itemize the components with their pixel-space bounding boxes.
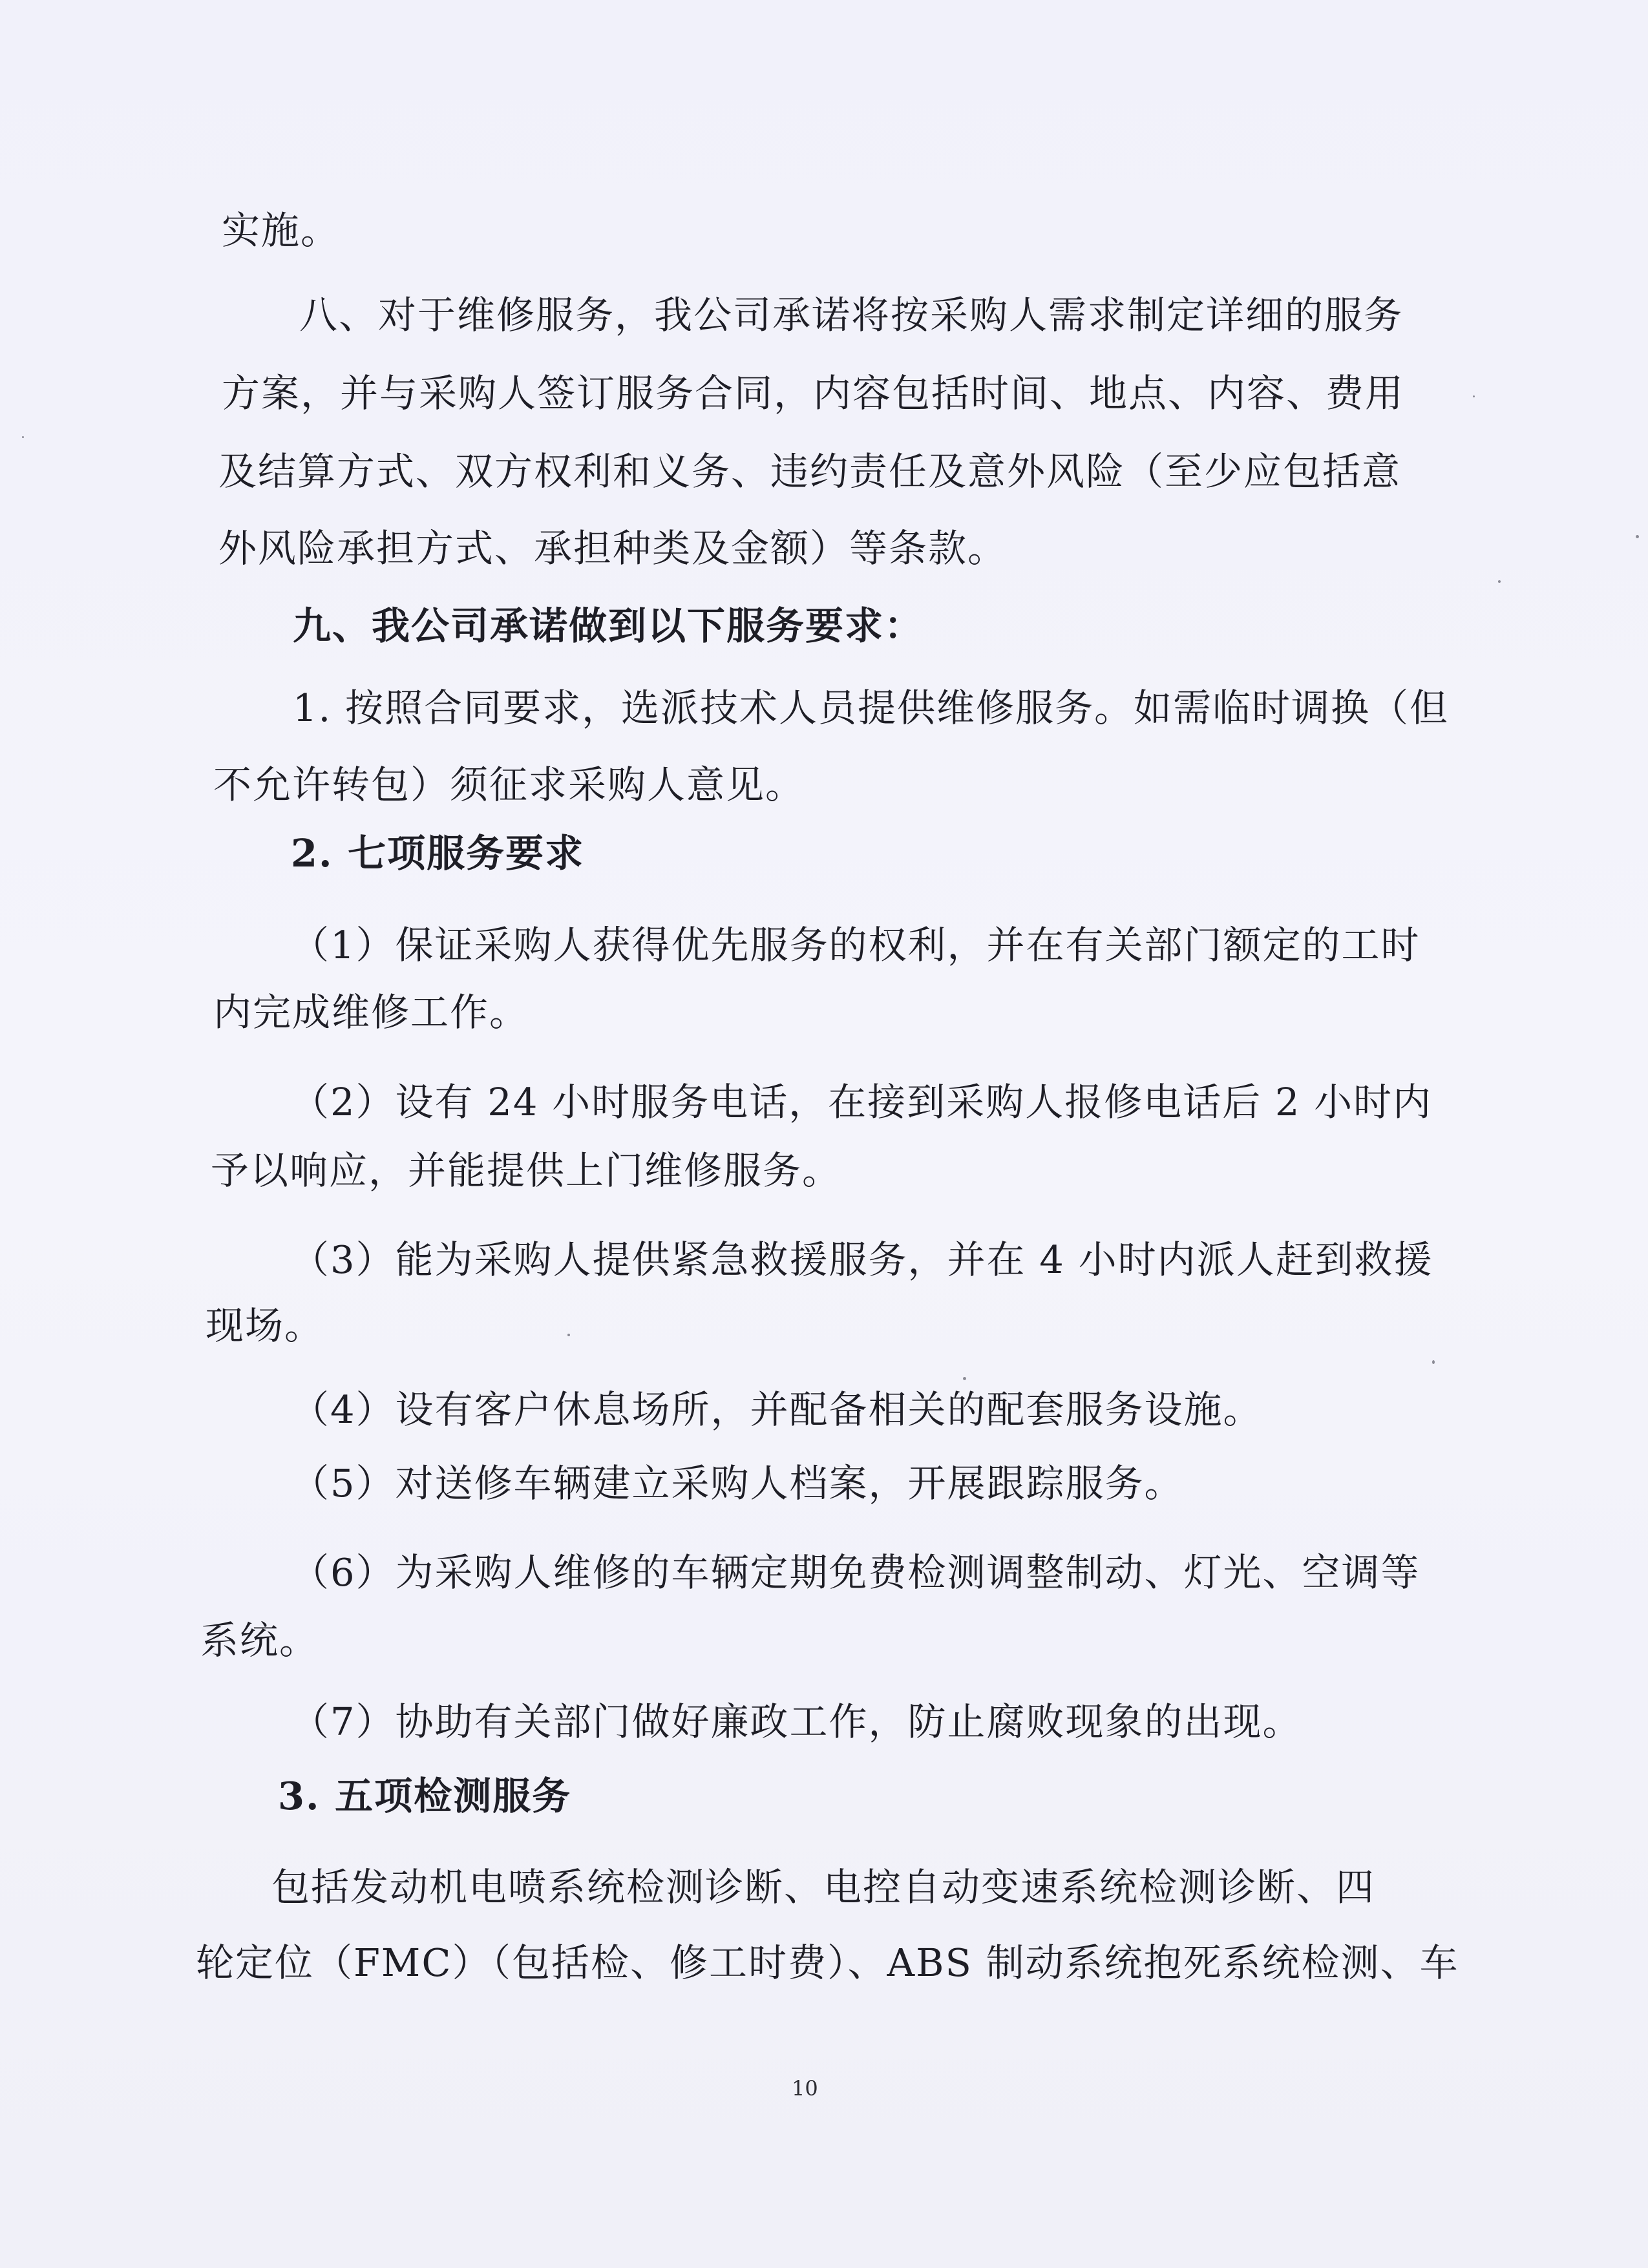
page-number: 10	[792, 2076, 818, 2101]
text-line: 外风险承担方式、承担种类及金额）等条款。	[218, 526, 1008, 571]
text-line: （7）协助有关部门做好廉政工作，防止腐败现象的出现。	[291, 1699, 1302, 1744]
text-line: （1）保证采购人获得优先服务的权利，并在有关部门额定的工时	[291, 923, 1421, 967]
text-line: （3）能为采购人提供紧急救援服务，并在 4 小时内派人赶到救援	[291, 1237, 1433, 1282]
subsection-heading: 2. 七项服务要求	[291, 831, 585, 876]
text-line: 不允许转包）须征求采购人意见。	[213, 762, 805, 807]
text-line: 轮定位（FMC）（包括检、修工时费）、ABS 制动系统抱死系统检测、车	[196, 1940, 1459, 1985]
text-line: 现场。	[206, 1303, 324, 1348]
text-line: （4）设有客户休息场所，并配备相关的配套服务设施。	[291, 1387, 1263, 1432]
section-heading: 九、我公司承诺做到以下服务要求：	[293, 604, 924, 648]
text-line: 方案，并与采购人签订服务合同，内容包括时间、地点、内容、费用	[222, 371, 1405, 415]
text-line: 八、对于维修服务，我公司承诺将按采购人需求制定详细的服务	[299, 293, 1404, 337]
text-line: 包括发动机电喷系统检测诊断、电控自动变速系统检测诊断、四	[271, 1865, 1376, 1909]
text-line: （6）为采购人维修的车辆定期免费检测调整制动、灯光、空调等	[291, 1550, 1421, 1595]
text-line: （5）对送修车辆建立采购人档案，开展跟踪服务。	[291, 1461, 1184, 1506]
text-line: 予以响应，并能提供上门维修服务。	[211, 1148, 842, 1193]
text-line: 1. 按照合同要求，选派技术人员提供维修服务。如需临时调换（但	[293, 686, 1450, 730]
text-line: 实施。	[222, 208, 341, 253]
subsection-heading: 3. 五项检测服务	[278, 1774, 572, 1818]
text-line: 及结算方式、双方权利和义务、违约责任及意外风险（至少应包括意	[218, 449, 1402, 494]
text-line: 内完成维修工作。	[213, 990, 529, 1034]
text-line: 系统。	[200, 1618, 319, 1663]
text-line: （2）设有 24 小时服务电话，在接到采购人报修电话后 2 小时内	[291, 1080, 1433, 1124]
